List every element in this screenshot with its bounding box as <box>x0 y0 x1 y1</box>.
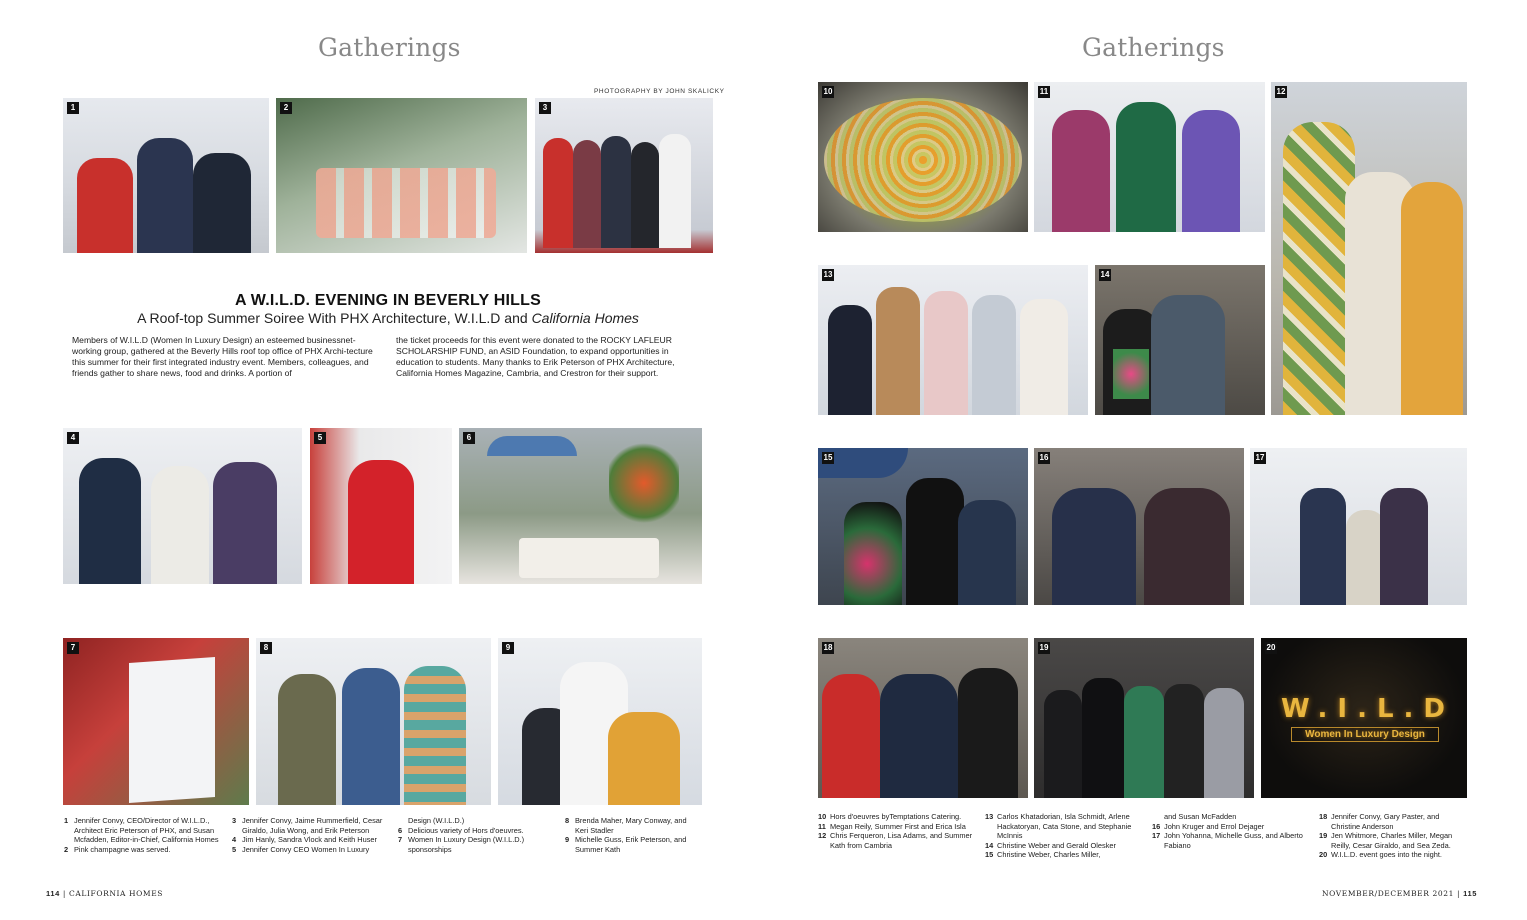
caption-group-4 <box>565 816 701 854</box>
photo-11 <box>1034 82 1265 232</box>
caption-13: 13 Carlos Khatadorian, Isla Schmidt, Arlene Hackatoryan, Cata Stone, and Stephanie McInnis <box>985 812 1132 841</box>
caption-group-5 <box>818 812 980 850</box>
wild-sign-logo: W.I.L.D <box>1281 694 1456 724</box>
photo-9 <box>498 638 702 805</box>
subhead-text: A Roof-top Summer Soiree With PHX Architecture, W.I.L.D and <box>137 310 532 326</box>
photo-number: 5 <box>314 432 326 444</box>
caption-group-2 <box>232 816 390 854</box>
caption-9: 9 Michelle Guss, Erik Peterson, and Summer Kath <box>565 835 687 854</box>
caption-8: 8 Brenda Maher, Mary Conway, and Keri Stadler <box>565 816 687 835</box>
photo-number: 13 <box>823 270 833 279</box>
caption-15-continued: and Susan McFadden <box>1164 812 1237 821</box>
photo-number: 17 <box>1255 453 1265 462</box>
photo-4 <box>63 428 302 584</box>
photo-number: 4 <box>67 432 79 444</box>
photo-number: 10 <box>823 87 833 96</box>
article-subhead <box>63 310 713 326</box>
caption-20: 20 W.I.L.D. event goes into the night. <box>1319 850 1442 860</box>
photo-8 <box>256 638 491 805</box>
photo-number: 6 <box>463 432 475 444</box>
caption-18: 18 Jennifer Convy, Gary Paster, and Christine Anderson <box>1319 812 1440 831</box>
photo-number: 19 <box>1039 643 1049 652</box>
photo-credit: PHOTOGRAPHY BY JOHN SKALICKY <box>594 88 725 95</box>
photo-number: 2 <box>280 102 292 114</box>
article-body-column-2: the ticket proceeds for this event were donated to the ROCKY LAFLEUR SCHOLARSHIP FUND, an ASID Foundation, to expand opportunities in education to students. Many thanks to Erik Peterson of PHX Architecture, California Homes Magazine, Cambria, and Crestron for their support. <box>396 335 675 378</box>
issue-date: NOVEMBER/DECEMBER 2021 <box>1321 889 1454 898</box>
photo-number: 8 <box>260 642 272 654</box>
caption-group-8 <box>1319 812 1469 860</box>
photo-number: 1 <box>67 102 79 114</box>
caption-group-7 <box>1152 812 1308 850</box>
photo-number: 16 <box>1039 453 1049 462</box>
photo-6 <box>459 428 702 584</box>
photo-number: 15 <box>823 453 833 462</box>
photo-number: 12 <box>1276 87 1286 96</box>
photo-18 <box>818 638 1028 798</box>
caption-19: 19 Jen Whitmore, Charles Miller, Megan Reilly, Cesar Giraldo, and Sea Zeda. <box>1319 831 1453 850</box>
photo-number: 18 <box>823 643 833 652</box>
caption-group-1 <box>64 816 224 854</box>
folio-left: 114 | CALIFORNIA HOMES <box>46 889 164 898</box>
caption-group-6 <box>985 812 1145 860</box>
article-body-column-1: Members of W.I.L.D (Women In Luxury Design) an esteemed businessnet-working group, gathered at the Beverly Hills roof top office of PHX Archi-tecture this summer for their first integrated industry event. Members, colleagues, and friends gather to share news, food and drinks. A portion of <box>72 335 373 378</box>
photo-number: 14 <box>1100 270 1110 279</box>
photo-12 <box>1271 82 1467 415</box>
caption-5-continued: Design (W.I.L.D.) <box>408 816 465 825</box>
caption-3: 3 Jennifer Convy, Jaime Rummerfield, Cesar Giraldo, Julia Wong, and Erik Peterson <box>232 816 383 835</box>
photo-number: 9 <box>502 642 514 654</box>
section-title-left: Gatherings <box>318 33 461 62</box>
photo-5 <box>310 428 452 584</box>
page-number: 114 <box>46 889 60 898</box>
folio-right: NOVEMBER/DECEMBER 2021 | 115 <box>1321 889 1477 898</box>
caption-15: 15 Christine Weber, Charles Miller, <box>985 850 1101 860</box>
caption-11: 11 Megan Reily, Summer First and Erica Isla <box>818 821 966 831</box>
photo-13 <box>818 265 1088 415</box>
caption-2: 2 Pink champagne was served. <box>64 844 171 854</box>
magazine-name: CALIFORNIA HOMES <box>69 889 164 898</box>
caption-16: 16 John Kruger and Errol Dejager <box>1152 821 1265 831</box>
caption-4: 4 Jim Hanly, Sandra Vlock and Keith Huser <box>232 835 378 845</box>
photo-number: 11 <box>1039 87 1049 96</box>
caption-12: 12 Chris Ferqueron, Lisa Adams, and Summer Kath from Cambria <box>818 831 973 850</box>
photo-17 <box>1250 448 1467 605</box>
subhead-magazine-name: California Homes <box>531 310 639 326</box>
photo-1 <box>63 98 269 253</box>
photo-7 <box>63 638 249 805</box>
caption-1: 1 Jennifer Convy, CEO/Director of W.I.L.D., Architect Eric Peterson of PHX, and Susan Mcfadden, Editor-in-Chief, California Homes <box>64 816 219 845</box>
page-number: 115 <box>1463 889 1477 898</box>
caption-7: 7 Women In Luxury Design (W.I.L.D.) sponsorships <box>398 835 525 854</box>
photo-19 <box>1034 638 1254 798</box>
photo-10 <box>818 82 1028 232</box>
photo-2 <box>276 98 527 253</box>
caption-10: 10 Hors d'oeuvres byTemptations Catering. <box>818 812 962 821</box>
caption-17: 17 John Yohanna, Michelle Guss, and Alberto Fabiano <box>1152 831 1303 850</box>
caption-5: 5 Jennifer Convy CEO Women In Luxury <box>232 844 370 854</box>
caption-14: 14 Christine Weber and Gerald Olesker <box>985 840 1116 850</box>
photo-20 <box>1261 638 1467 798</box>
photo-number: 20 <box>1266 643 1276 652</box>
photo-15 <box>818 448 1028 605</box>
caption-group-3 <box>398 816 558 854</box>
photo-16 <box>1034 448 1244 605</box>
photo-14 <box>1095 265 1265 415</box>
section-title-right: Gatherings <box>1082 33 1225 62</box>
photo-3 <box>535 98 713 253</box>
caption-6: 6 Delicious variety of Hors d'oeuvres. <box>398 825 524 835</box>
photo-number: 7 <box>67 642 79 654</box>
article-headline: A W.I.L.D. EVENING IN BEVERLY HILLS <box>234 292 541 309</box>
photo-number: 3 <box>539 102 551 114</box>
wild-sign-tagline: Women In Luxury Design <box>1291 727 1439 742</box>
